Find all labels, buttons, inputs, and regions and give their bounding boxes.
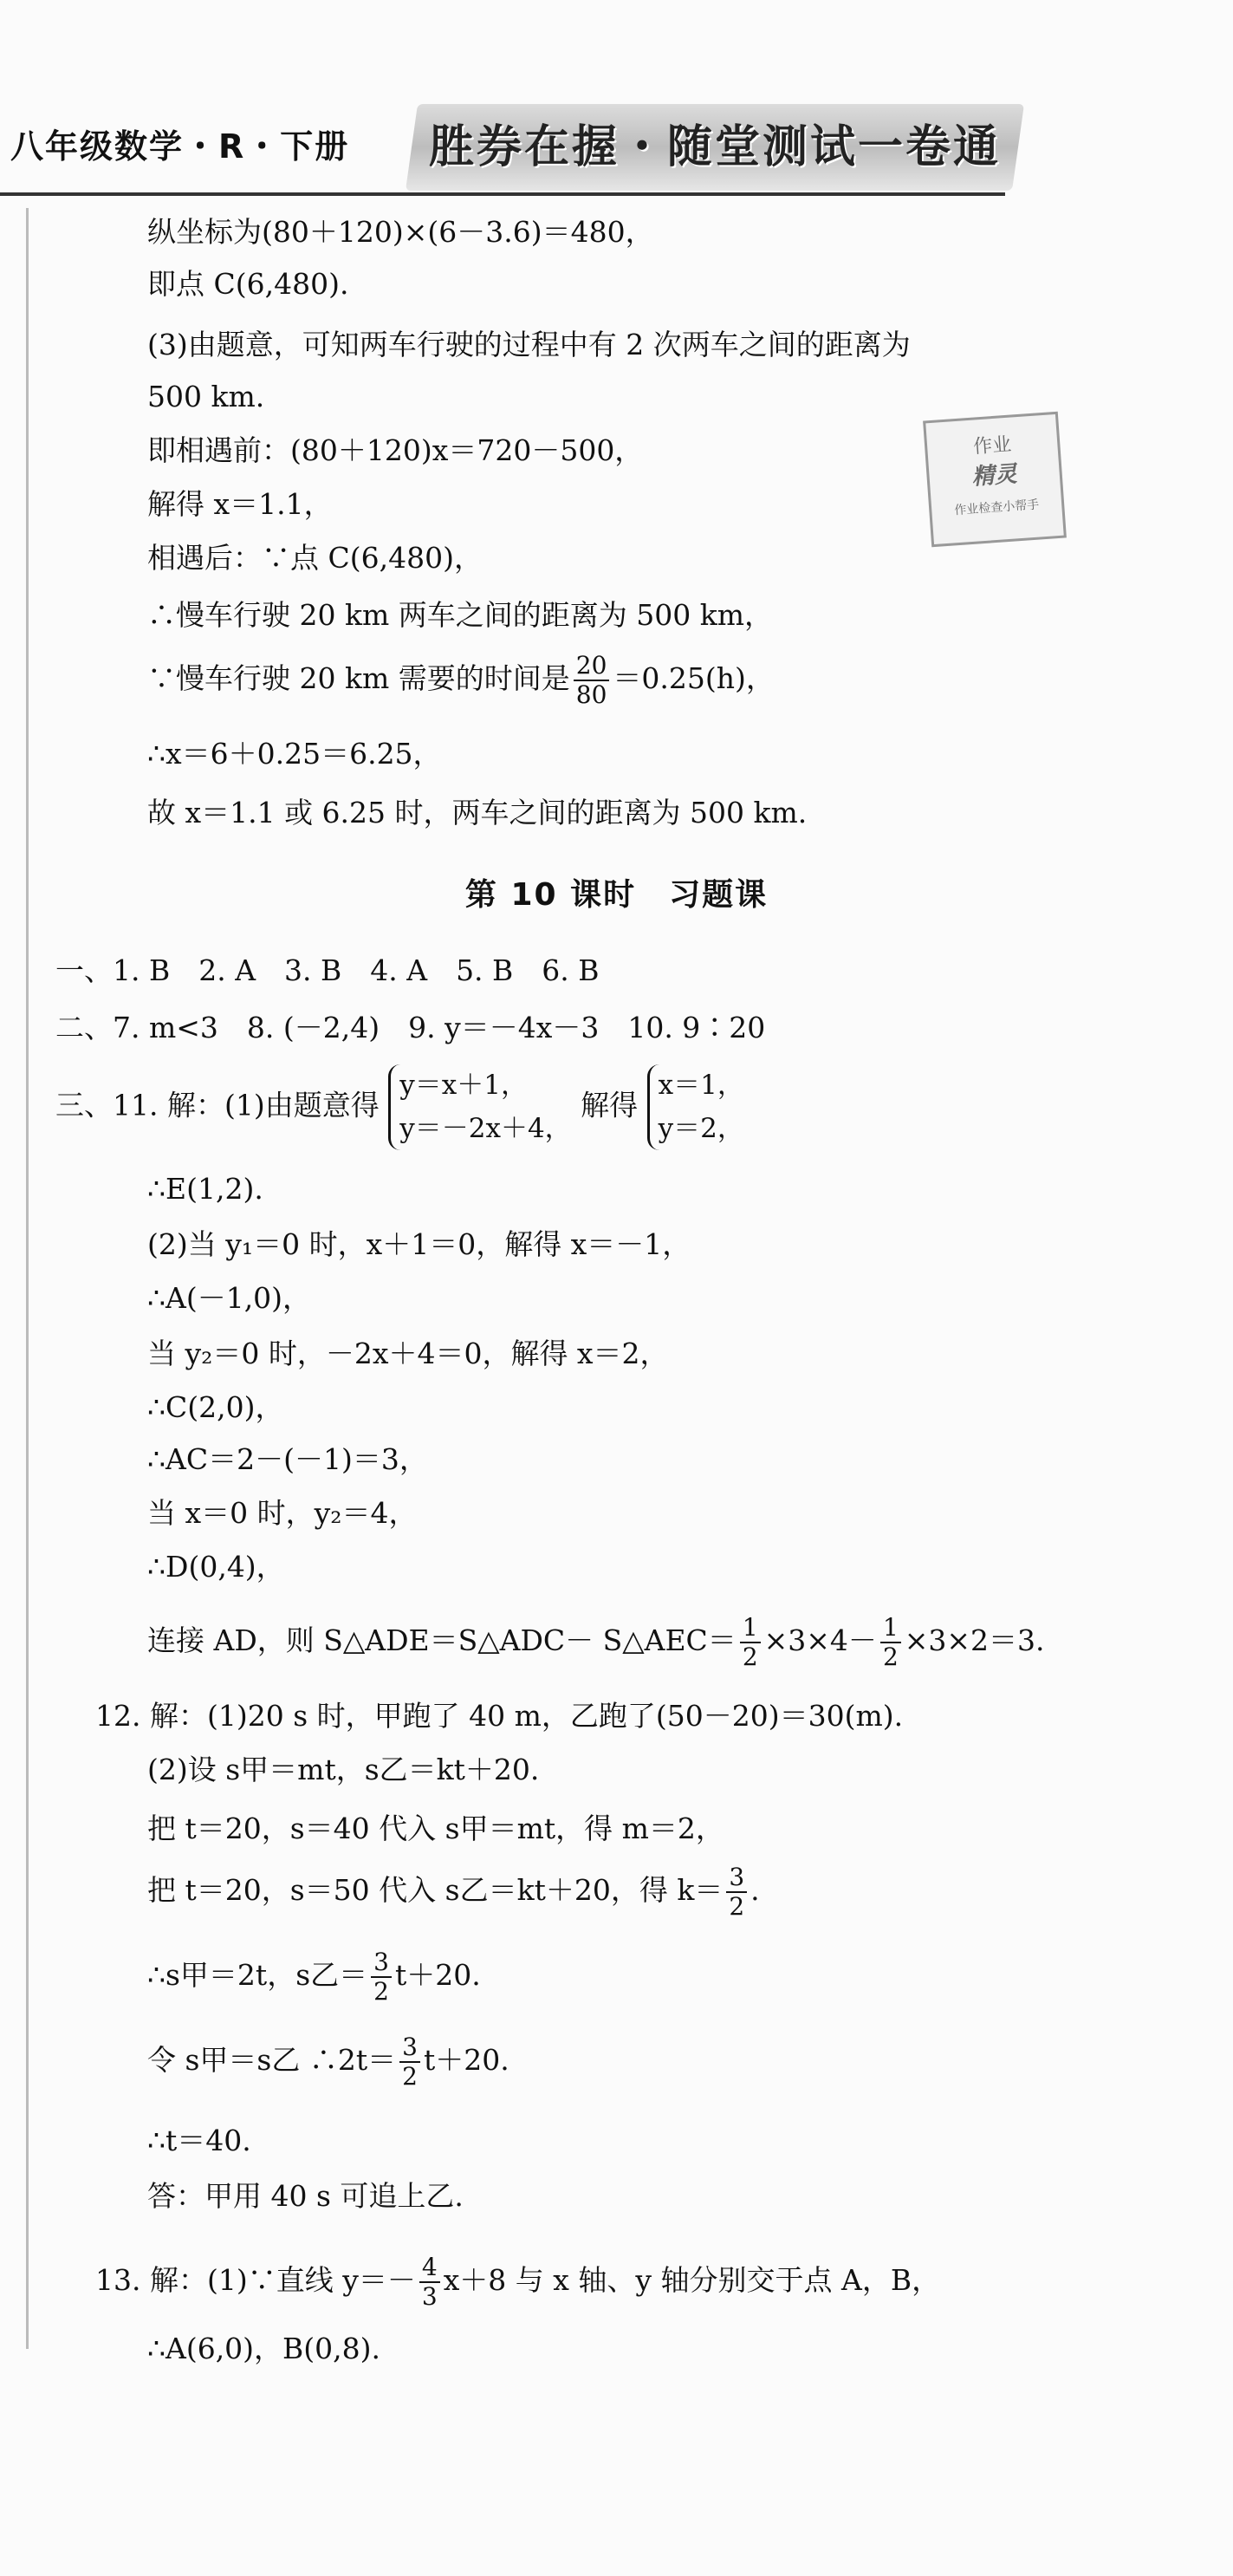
equation: y＝－2x＋4， (399, 1112, 572, 1144)
series-banner-text: 胜券在握・随堂测试一卷通 (428, 121, 1001, 173)
answer-line: 二、7. m<3 8. (－2,4) 9. y＝－4x－3 10. 9∶20 (55, 1011, 766, 1044)
equation: y＝x＋1， (399, 1070, 528, 1101)
denominator: 2 (729, 1892, 745, 1922)
stamp-line-1: 作业 (972, 433, 1013, 459)
text-line: 即相遇前：(80＋120)x＝720－500， (147, 433, 644, 467)
text-line: (2)当 y₁＝0 时，x＋1＝0，解得 x＝－1， (147, 1227, 691, 1261)
text-segment: ×3×2＝3. (904, 1623, 1045, 1658)
text-line: (3)由题意，可知两车行驶的过程中有 2 次两车之间的距离为 (147, 328, 911, 361)
homework-stamp (923, 412, 1067, 548)
series-banner (406, 104, 1024, 191)
fraction (574, 652, 610, 709)
equation: x＝1， (658, 1070, 744, 1101)
stamp-line-3: 作业检查小帮手 (953, 498, 1040, 518)
text-line: 故 x＝1.1 或 6.25 时，两车之间的距离为 500 km. (147, 796, 808, 829)
text-segment: 13. 解：(1)∵直线 y＝－ (95, 2263, 416, 2298)
text-line-fraction (147, 652, 775, 709)
text-line: 即点 C(6,480). (147, 267, 349, 301)
equation: y＝2， (658, 1112, 744, 1144)
fraction (399, 2033, 420, 2091)
text-line-fraction (147, 1864, 760, 1921)
numerator: 1 (880, 1614, 901, 1643)
denominator: 2 (402, 2062, 418, 2091)
text-line: ∴C(2,0)， (147, 1390, 284, 1424)
text-line-fraction (147, 1614, 1045, 1671)
text-segment: ×3×4－ (763, 1623, 877, 1658)
answer-line: 一、1. B 2. A 3. B 4. A 5. B 6. B (55, 953, 600, 987)
text-segment: 连接 AD，则 S△ADE＝S△ADC－ S△AEC＝ (147, 1623, 737, 1658)
fraction (880, 1614, 901, 1671)
text-line: ∴A(－1,0)， (147, 1281, 312, 1315)
fraction (371, 1948, 392, 2006)
denominator: 2 (742, 1643, 758, 1672)
page-header (0, 0, 1233, 199)
margin-line (26, 208, 29, 2349)
denominator: 2 (373, 1977, 389, 2007)
text-line: ∴t＝40. (147, 2124, 251, 2157)
fraction (740, 1614, 761, 1671)
fraction (419, 2254, 440, 2311)
denominator: 3 (421, 2282, 438, 2312)
text-line: 解得 x＝1.1， (147, 487, 333, 521)
numerator: 3 (399, 2033, 420, 2063)
text-line: 500 km. (147, 380, 265, 413)
numerator: 1 (740, 1614, 761, 1643)
text-line-fraction (95, 2254, 940, 2311)
denominator: 80 (575, 680, 607, 710)
numerator: 4 (419, 2254, 440, 2283)
text-segment: t＋20. (423, 2043, 509, 2078)
fraction (726, 1864, 747, 1921)
denominator: 2 (882, 1643, 899, 1672)
equation-system (388, 1064, 571, 1150)
answer-line: 12. 解：(1)20 s 时，甲跑了 40 m，乙跑了(50－20)＝30(m). (95, 1699, 904, 1733)
text-segment: 令 s甲＝s乙 ∴2t＝ (147, 2043, 397, 2078)
text-segment: ∴s甲＝2t，s乙＝ (147, 1958, 368, 1993)
text-segment: 解得 (581, 1088, 639, 1122)
text-segment: x＋8 与 x 轴、y 轴分别交于点 A，B， (443, 2263, 941, 2298)
text-line: 相遇后：∵点 C(6,480)， (147, 541, 483, 575)
text-segment: . (750, 1873, 760, 1908)
book-title: 八年级数学・R・下册 (10, 127, 350, 166)
answer-line-system (55, 1064, 744, 1150)
text-segment: 把 t＝20，s＝50 代入 s乙＝kt＋20，得 k＝ (147, 1873, 724, 1908)
numerator: 20 (574, 652, 610, 681)
text-line: ∴慢车行驶 20 km 两车之间的距离为 500 km， (147, 598, 774, 632)
text-line: ∴AC＝2－(－1)＝3， (147, 1442, 428, 1476)
text-line: (2)设 s甲＝mt，s乙＝kt＋20. (147, 1753, 540, 1786)
text-segment: ＝0.25(h)， (613, 661, 775, 696)
text-segment: ∵慢车行驶 20 km 需要的时间是 (147, 661, 570, 696)
text-line: ∴A(6,0)，B(0,8). (147, 2332, 381, 2365)
text-line: 当 y₂＝0 时，－2x＋4＝0，解得 x＝2， (147, 1337, 669, 1370)
solution-system (647, 1064, 744, 1150)
stamp-line-2: 精灵 (970, 461, 1018, 491)
text-line-fraction (147, 1948, 481, 2006)
text-line: 当 x＝0 时，y₂＝4， (147, 1496, 418, 1530)
numerator: 3 (371, 1948, 392, 1978)
text-line: 答：甲用 40 s 可追上乙. (147, 2179, 464, 2213)
text-segment: 三、11. 解：(1)由题意得 (55, 1088, 380, 1122)
text-line: 纵坐标为(80＋120)×(6－3.6)＝480， (147, 215, 654, 249)
text-line: 把 t＝20，s＝40 代入 s甲＝mt，得 m＝2， (147, 1812, 724, 1845)
text-line-fraction (147, 2033, 509, 2091)
section-title: 第 10 课时 习题课 (464, 877, 769, 913)
text-segment: t＋20. (394, 1958, 481, 1993)
text-line: ∴E(1,2). (147, 1172, 263, 1206)
text-line: ∴x＝6＋0.25＝6.25， (147, 737, 442, 771)
header-rule (0, 192, 1005, 196)
text-line: ∴D(0,4)， (147, 1550, 285, 1584)
numerator: 3 (726, 1864, 747, 1893)
